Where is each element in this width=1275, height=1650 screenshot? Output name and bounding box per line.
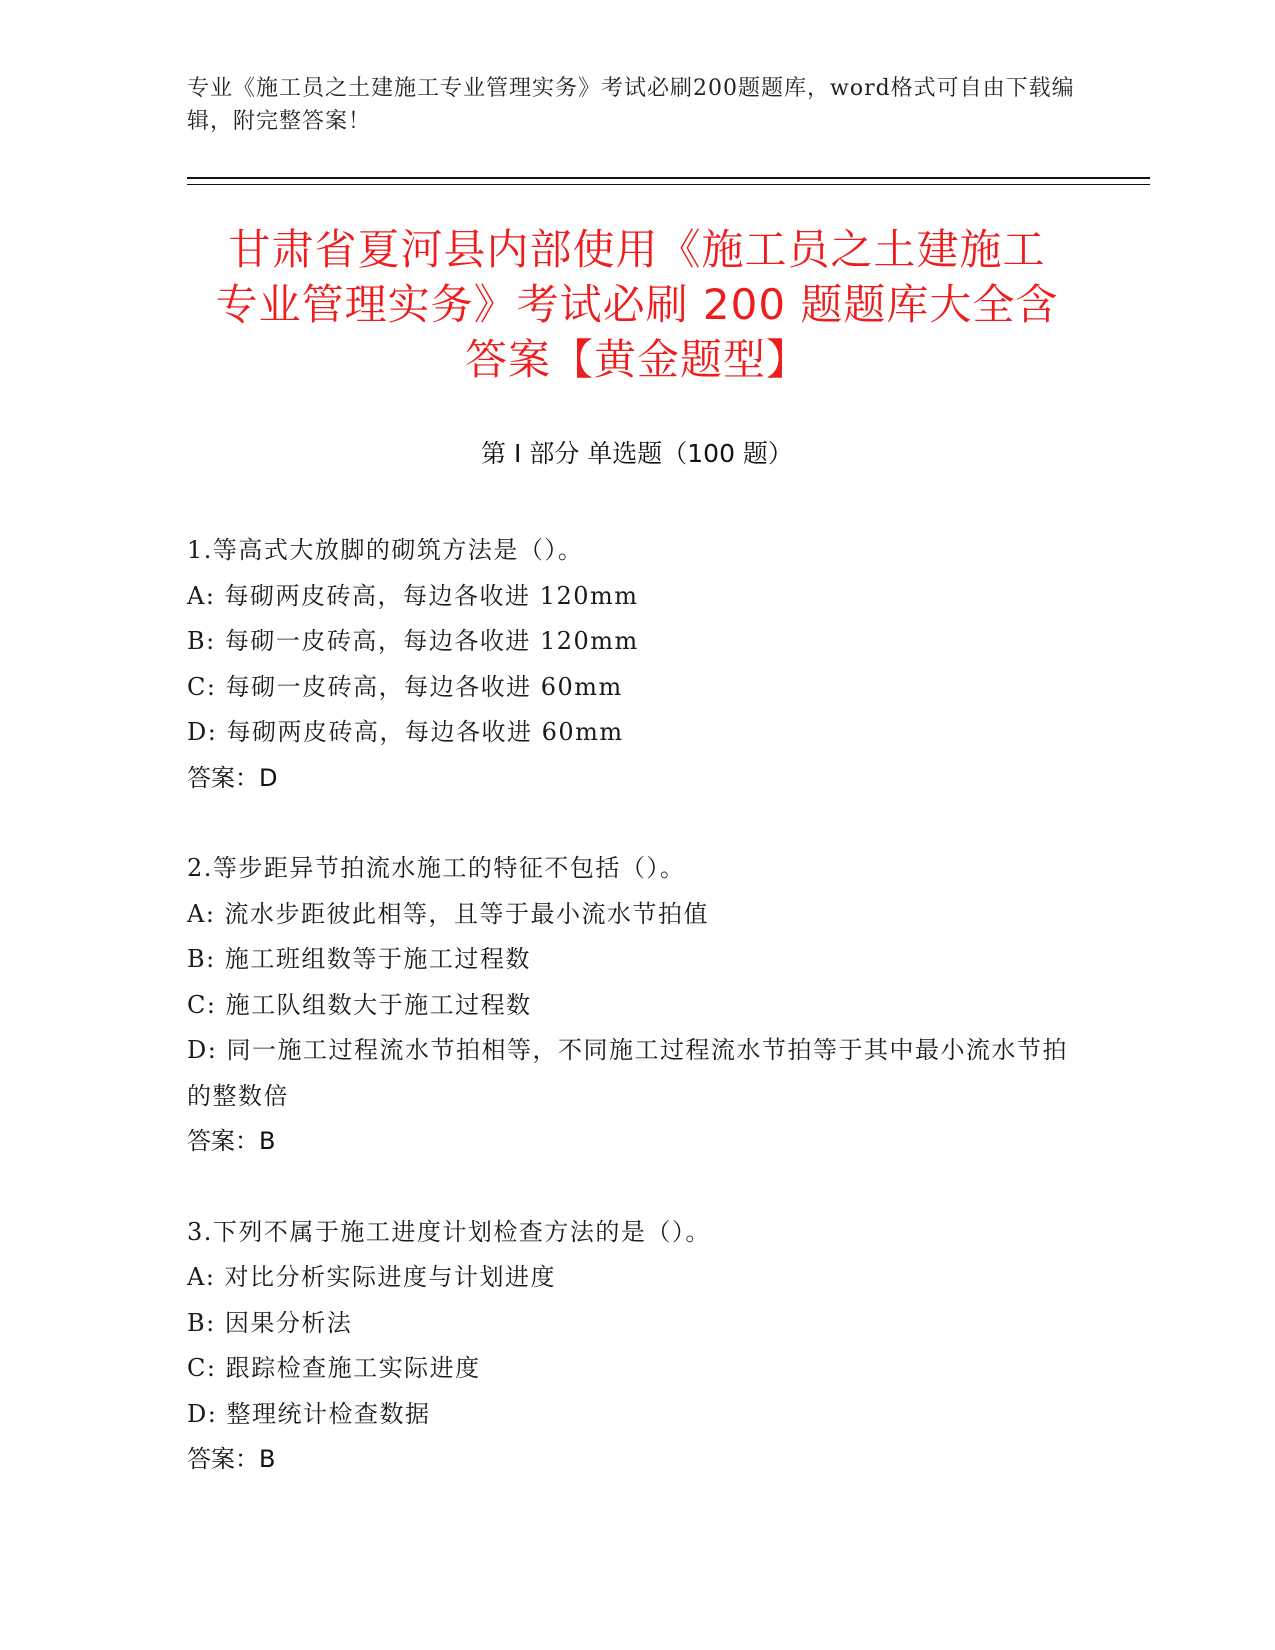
option-d: D: 同一施工过程流水节拍相等，不同施工过程流水节拍等于其中最小流水节拍的整数倍 [187, 1036, 1068, 1110]
answer-text: 答案：B [187, 1445, 276, 1473]
option-a: A: 流水步距彼此相等，且等于最小流水节拍值 [187, 899, 710, 928]
header-divider-thick [187, 177, 1150, 179]
option-c: C: 跟踪检查施工实际进度 [187, 1354, 481, 1382]
option-c: C: 每砌一皮砖高，每边各收进 60mm [187, 672, 623, 701]
document-title-line: 甘肃省夏河县内部使用《施工员之土建施工 [228, 225, 1046, 274]
option-d: D: 每砌两皮砖高，每边各收进 60mm [187, 718, 624, 746]
question-stem: 3.下列不属于施工进度计划检查方法的是（）。 [187, 1217, 711, 1246]
document-title-line: 专业管理实务》考试必刷 200 题题库大全含 [215, 280, 1059, 329]
option-a: A: 每砌两皮砖高，每边各收进 120mm [187, 581, 639, 610]
header-divider-thin [187, 184, 1150, 185]
question-stem: 2.等步距异节拍流水施工的特征不包括（）。 [187, 854, 686, 882]
question-item [187, 846, 1087, 1165]
header-note: 专业《施工员之土建施工专业管理实务》考试必刷200题题库，word格式可自由下载编辑，附完整答案！ [187, 76, 1075, 134]
option-c: C: 施工队组数大于施工过程数 [187, 990, 532, 1019]
answer-text: 答案：D [187, 763, 278, 792]
question-item [187, 528, 1087, 801]
option-b: B: 施工班组数等于施工过程数 [187, 945, 531, 973]
option-a: A: 对比分析实际进度与计划进度 [187, 1263, 557, 1291]
question-stem: 1.等高式大放脚的砌筑方法是（）。 [187, 536, 584, 564]
document-title [187, 222, 1087, 387]
option-b: B: 因果分析法 [187, 1308, 353, 1337]
question-item [187, 1210, 1087, 1483]
question-list [187, 528, 1087, 1528]
section-title: 第 I 部分 单选题（100 题） [481, 439, 793, 468]
option-b: B: 每砌一皮砖高，每边各收进 120mm [187, 627, 639, 655]
answer-text: 答案：B [187, 1127, 276, 1155]
option-d: D: 整理统计检查数据 [187, 1399, 431, 1428]
document-title-line: 答案【黄金题型】 [464, 335, 809, 384]
